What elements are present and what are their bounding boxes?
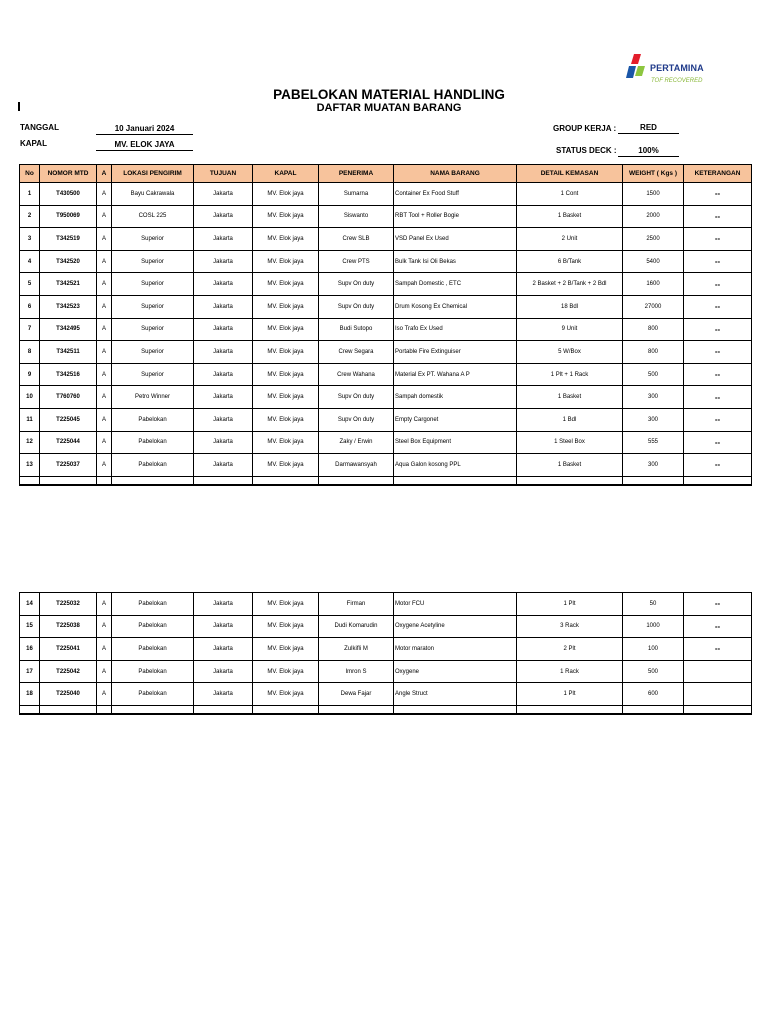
col-kapal-cell: MV. Elok jaya [253, 660, 319, 683]
col-keterangan-cell: -- [684, 228, 752, 251]
col-weight-cell: 555 [623, 431, 684, 454]
col-kapal-cell: MV. Elok jaya [253, 205, 319, 228]
col-no-cell: 9 [20, 363, 40, 386]
spacer-cell [97, 476, 112, 485]
spacer-cell [517, 476, 623, 485]
col-a-cell: A [97, 228, 112, 251]
col-kapal-cell: MV. Elok jaya [253, 431, 319, 454]
table-row [20, 363, 752, 386]
col-weight-cell: 1500 [623, 183, 684, 206]
col-tujuan-cell: Jakarta [194, 660, 253, 683]
col-a-cell: A [97, 386, 112, 409]
col-weight-cell: 500 [623, 363, 684, 386]
spacer-cell [40, 705, 97, 714]
col-kapal-cell: MV. Elok jaya [253, 250, 319, 273]
table-row [20, 615, 752, 638]
col-penerima-cell: Crew SLB [319, 228, 394, 251]
col-nomor-mtd-cell: T342495 [40, 318, 97, 341]
col-nama-barang-header: NAMA BARANG [394, 165, 517, 183]
col-a-cell: A [97, 683, 112, 706]
col-nama-barang-cell: Bulk Tank Isi Oli Bekas [394, 250, 517, 273]
col-no-cell: 7 [20, 318, 40, 341]
col-detail-kemasan-cell: 18 Bdl [517, 295, 623, 318]
col-no-cell: 3 [20, 228, 40, 251]
col-kapal-cell: MV. Elok jaya [253, 228, 319, 251]
col-tujuan-cell: Jakarta [194, 386, 253, 409]
col-keterangan-cell: -- [684, 183, 752, 206]
col-tujuan-cell: Jakarta [194, 408, 253, 431]
table-header-row [20, 165, 752, 183]
col-a-cell: A [97, 273, 112, 296]
col-nomor-mtd-cell: T225038 [40, 615, 97, 638]
col-penerima-cell: Dudi Komarudin [319, 615, 394, 638]
col-nomor-mtd-cell: T342523 [40, 295, 97, 318]
col-kapal-cell: MV. Elok jaya [253, 386, 319, 409]
table-row [20, 638, 752, 661]
col-tujuan-cell: Jakarta [194, 341, 253, 364]
col-kapal-cell: MV. Elok jaya [253, 638, 319, 661]
col-a-cell: A [97, 318, 112, 341]
col-keterangan-cell: -- [684, 295, 752, 318]
col-nama-barang-cell: Iso Trafo Ex Used [394, 318, 517, 341]
col-no-cell: 17 [20, 660, 40, 683]
col-penerima-cell: Dewa Fajar [319, 683, 394, 706]
col-weight-cell: 800 [623, 341, 684, 364]
spacer-cell [517, 705, 623, 714]
col-lokasi-pengirim-cell: Pabelokan [112, 593, 194, 616]
col-nama-barang-cell: Angle Struct [394, 683, 517, 706]
col-a-cell: A [97, 593, 112, 616]
status-deck-value: 100% [618, 146, 679, 157]
col-no-cell: 1 [20, 183, 40, 206]
col-nomor-mtd-cell: T225045 [40, 408, 97, 431]
col-no-cell: 8 [20, 341, 40, 364]
tanggal-label: TANGGAL [20, 123, 59, 132]
spacer-cell [684, 705, 752, 714]
col-keterangan-cell: -- [684, 250, 752, 273]
col-no-cell: 6 [20, 295, 40, 318]
col-nama-barang-cell: Empty Cargonet [394, 408, 517, 431]
table-row [20, 318, 752, 341]
spacer-cell [319, 705, 394, 714]
col-no-cell: 5 [20, 273, 40, 296]
col-weight-cell: 600 [623, 683, 684, 706]
col-penerima-cell: Siswanto [319, 205, 394, 228]
cargo-table-page2 [19, 592, 752, 715]
col-nama-barang-cell: Sampah Domestic , ETC [394, 273, 517, 296]
col-penerima-cell: Supv On duty [319, 386, 394, 409]
col-nama-barang-cell: Sampah domestik [394, 386, 517, 409]
col-detail-kemasan-cell: 5 W/Box [517, 341, 623, 364]
col-weight-cell: 300 [623, 454, 684, 477]
col-lokasi-pengirim-cell: Pabelokan [112, 683, 194, 706]
col-nomor-mtd-cell: T225041 [40, 638, 97, 661]
col-lokasi-pengirim-cell: Superior [112, 295, 194, 318]
col-lokasi-pengirim-header: LOKASI PENGIRIM [112, 165, 194, 183]
spacer-cell [394, 476, 517, 485]
spacer-cell [40, 476, 97, 485]
col-lokasi-pengirim-cell: Superior [112, 318, 194, 341]
spacer-cell [20, 705, 40, 714]
table-spacer-row [20, 705, 752, 714]
col-penerima-cell: Budi Sutopo [319, 318, 394, 341]
col-tujuan-cell: Jakarta [194, 205, 253, 228]
col-no-cell: 12 [20, 431, 40, 454]
col-nama-barang-cell: Aqua Galon kosong PPL [394, 454, 517, 477]
col-a-cell: A [97, 431, 112, 454]
spacer-cell [684, 476, 752, 485]
spacer-cell [20, 476, 40, 485]
col-penerima-cell: Supv On duty [319, 408, 394, 431]
table-row [20, 183, 752, 206]
col-nomor-mtd-cell: T225042 [40, 660, 97, 683]
spacer-cell [112, 476, 194, 485]
col-penerima-cell: Imron S [319, 660, 394, 683]
col-nama-barang-cell: Container Ex Food Stuff [394, 183, 517, 206]
col-tujuan-cell: Jakarta [194, 454, 253, 477]
col-kapal-cell: MV. Elok jaya [253, 363, 319, 386]
spacer-cell [623, 476, 684, 485]
status-deck-label: STATUS DECK : [556, 146, 617, 155]
col-no-cell: 11 [20, 408, 40, 431]
col-penerima-cell: Zulkifli M [319, 638, 394, 661]
logo-tagline: TOF RECOVERED [651, 78, 703, 84]
col-keterangan-cell: -- [684, 363, 752, 386]
table-row [20, 205, 752, 228]
col-keterangan-cell: -- [684, 431, 752, 454]
col-tujuan-cell: Jakarta [194, 295, 253, 318]
col-detail-kemasan-cell: 6 B/Tank [517, 250, 623, 273]
spacer-cell [194, 476, 253, 485]
col-keterangan-cell: -- [684, 408, 752, 431]
col-no-cell: 10 [20, 386, 40, 409]
col-lokasi-pengirim-cell: Superior [112, 273, 194, 296]
col-penerima-cell: Firman [319, 593, 394, 616]
col-a-cell: A [97, 205, 112, 228]
col-nomor-mtd-cell: T225037 [40, 454, 97, 477]
col-nomor-mtd-cell: T225044 [40, 431, 97, 454]
col-lokasi-pengirim-cell: Superior [112, 363, 194, 386]
col-kapal-cell: MV. Elok jaya [253, 615, 319, 638]
col-kapal-header: KAPAL [253, 165, 319, 183]
page-title: PABELOKAN MATERIAL HANDLING [273, 87, 505, 102]
col-weight-cell: 50 [623, 593, 684, 616]
col-detail-kemasan-cell: 1 Cont [517, 183, 623, 206]
col-weight-cell: 2500 [623, 228, 684, 251]
spacer-cell [97, 705, 112, 714]
col-kapal-cell: MV. Elok jaya [253, 318, 319, 341]
table-row [20, 386, 752, 409]
col-tujuan-cell: Jakarta [194, 615, 253, 638]
col-keterangan-cell [684, 683, 752, 706]
col-lokasi-pengirim-cell: Superior [112, 228, 194, 251]
col-penerima-cell: Crew PTS [319, 250, 394, 273]
col-a-cell: A [97, 183, 112, 206]
col-lokasi-pengirim-cell: Superior [112, 250, 194, 273]
col-tujuan-cell: Jakarta [194, 593, 253, 616]
table-row [20, 341, 752, 364]
col-no-cell: 2 [20, 205, 40, 228]
col-nama-barang-cell: Oxygene Acetyline [394, 615, 517, 638]
col-a-cell: A [97, 660, 112, 683]
col-nomor-mtd-cell: T342521 [40, 273, 97, 296]
col-no-header: No [20, 165, 40, 183]
table-spacer-row [20, 476, 752, 485]
col-tujuan-cell: Jakarta [194, 228, 253, 251]
col-keterangan-cell [684, 660, 752, 683]
col-keterangan-cell: -- [684, 205, 752, 228]
col-penerima-cell: Darmawansyah [319, 454, 394, 477]
col-nomor-mtd-cell: T342516 [40, 363, 97, 386]
col-penerima-cell: Sumarna [319, 183, 394, 206]
col-lokasi-pengirim-cell: Superior [112, 341, 194, 364]
col-kapal-cell: MV. Elok jaya [253, 408, 319, 431]
col-nomor-mtd-cell: T430500 [40, 183, 97, 206]
col-detail-kemasan-cell: 1 Plt + 1 Rack [517, 363, 623, 386]
col-lokasi-pengirim-cell: Pabelokan [112, 454, 194, 477]
col-tujuan-cell: Jakarta [194, 318, 253, 341]
col-detail-kemasan-cell: 1 Basket [517, 205, 623, 228]
col-keterangan-cell: -- [684, 615, 752, 638]
col-weight-cell: 2000 [623, 205, 684, 228]
cargo-table-page1 [19, 164, 752, 486]
col-penerima-cell: Crew Segara [319, 341, 394, 364]
col-detail-kemasan-cell: 2 Basket + 2 B/Tank + 2 Bdl [517, 273, 623, 296]
col-a-cell: A [97, 408, 112, 431]
col-kapal-cell: MV. Elok jaya [253, 454, 319, 477]
table-body-page2 [20, 593, 752, 714]
col-weight-cell: 500 [623, 660, 684, 683]
col-detail-kemasan-cell: 1 Plt [517, 683, 623, 706]
table-row [20, 431, 752, 454]
col-detail-kemasan-cell: 2 Unit [517, 228, 623, 251]
logo-brand: PERTAMINA [650, 63, 704, 73]
col-tujuan-cell: Jakarta [194, 273, 253, 296]
col-weight-cell: 800 [623, 318, 684, 341]
col-nama-barang-cell: Material Ex PT. Wahana A P [394, 363, 517, 386]
col-keterangan-cell: -- [684, 454, 752, 477]
col-tujuan-cell: Jakarta [194, 183, 253, 206]
spacer-cell [394, 705, 517, 714]
col-lokasi-pengirim-cell: Pabelokan [112, 408, 194, 431]
col-nama-barang-cell: Portable Fire Extinguiser [394, 341, 517, 364]
col-nomor-mtd-cell: T225040 [40, 683, 97, 706]
col-lokasi-pengirim-cell: Pabelokan [112, 660, 194, 683]
col-lokasi-pengirim-cell: COSL 225 [112, 205, 194, 228]
col-lokasi-pengirim-cell: Pabelokan [112, 431, 194, 454]
col-kapal-cell: MV. Elok jaya [253, 341, 319, 364]
col-nomor-mtd-cell: T342520 [40, 250, 97, 273]
col-tujuan-cell: Jakarta [194, 638, 253, 661]
col-a-cell: A [97, 615, 112, 638]
col-a-cell: A [97, 341, 112, 364]
col-keterangan-header: KETERANGAN [684, 165, 752, 183]
col-detail-kemasan-cell: 1 Rack [517, 660, 623, 683]
col-tujuan-cell: Jakarta [194, 363, 253, 386]
col-nama-barang-cell: Steel Box Equipment [394, 431, 517, 454]
col-no-cell: 15 [20, 615, 40, 638]
col-weight-cell: 1000 [623, 615, 684, 638]
col-nama-barang-cell: Drum Kosong Ex Chemical [394, 295, 517, 318]
col-a-header: A [97, 165, 112, 183]
table-row [20, 228, 752, 251]
table-row [20, 593, 752, 616]
col-no-cell: 13 [20, 454, 40, 477]
col-tujuan-cell: Jakarta [194, 431, 253, 454]
col-no-cell: 16 [20, 638, 40, 661]
page-subtitle: DAFTAR MUATAN BARANG [316, 102, 462, 114]
col-nomor-mtd-cell: T342511 [40, 341, 97, 364]
table-row [20, 408, 752, 431]
spacer-cell [112, 705, 194, 714]
col-lokasi-pengirim-cell: Pabelokan [112, 615, 194, 638]
col-detail-kemasan-cell: 9 Unit [517, 318, 623, 341]
col-keterangan-cell: -- [684, 638, 752, 661]
col-no-cell: 18 [20, 683, 40, 706]
table-row [20, 660, 752, 683]
col-nama-barang-cell: VSD Panel Ex Used [394, 228, 517, 251]
col-keterangan-cell: -- [684, 318, 752, 341]
pertamina-logo [626, 50, 706, 90]
col-weight-cell: 100 [623, 638, 684, 661]
col-keterangan-cell: -- [684, 273, 752, 296]
col-weight-cell: 1600 [623, 273, 684, 296]
col-detail-kemasan-header: DETAIL KEMASAN [517, 165, 623, 183]
col-tujuan-cell: Jakarta [194, 683, 253, 706]
col-penerima-cell: Zaky / Erwin [319, 431, 394, 454]
pertamina-logo-icon [626, 52, 648, 80]
col-lokasi-pengirim-cell: Bayu Cakrawala [112, 183, 194, 206]
col-kapal-cell: MV. Elok jaya [253, 183, 319, 206]
col-detail-kemasan-cell: 1 Plt [517, 593, 623, 616]
col-weight-cell: 27000 [623, 295, 684, 318]
col-nama-barang-cell: Oxygene [394, 660, 517, 683]
spacer-cell [253, 476, 319, 485]
col-weight-cell: 5400 [623, 250, 684, 273]
col-no-cell: 14 [20, 593, 40, 616]
table-row [20, 454, 752, 477]
tanggal-value: 10 Januari 2024 [96, 124, 193, 135]
col-keterangan-cell: -- [684, 593, 752, 616]
kapal-value: MV. ELOK JAYA [96, 140, 193, 151]
col-no-cell: 4 [20, 250, 40, 273]
col-a-cell: A [97, 638, 112, 661]
col-keterangan-cell: -- [684, 386, 752, 409]
col-lokasi-pengirim-cell: Pabelokan [112, 638, 194, 661]
col-penerima-cell: Supv On duty [319, 273, 394, 296]
col-a-cell: A [97, 295, 112, 318]
col-detail-kemasan-cell: 1 Basket [517, 386, 623, 409]
table-body-page1 [20, 183, 752, 485]
col-a-cell: A [97, 250, 112, 273]
col-keterangan-cell: -- [684, 341, 752, 364]
col-nomor-mtd-cell: T342519 [40, 228, 97, 251]
col-kapal-cell: MV. Elok jaya [253, 295, 319, 318]
col-penerima-cell: Supv On duty [319, 295, 394, 318]
group-kerja-value: RED [618, 123, 679, 134]
col-detail-kemasan-cell: 3 Rack [517, 615, 623, 638]
col-detail-kemasan-cell: 2 Plt [517, 638, 623, 661]
col-kapal-cell: MV. Elok jaya [253, 273, 319, 296]
table-row [20, 273, 752, 296]
col-nama-barang-cell: Motor FCU [394, 593, 517, 616]
spacer-cell [319, 476, 394, 485]
col-nomor-mtd-header: NOMOR MTD [40, 165, 97, 183]
col-nama-barang-cell: RBT Tool + Roller Bogie [394, 205, 517, 228]
col-penerima-cell: Crew Wahana [319, 363, 394, 386]
group-kerja-label: GROUP KERJA : [553, 124, 617, 133]
col-lokasi-pengirim-cell: Petro Winner [112, 386, 194, 409]
col-detail-kemasan-cell: 1 Basket [517, 454, 623, 477]
table-row [20, 683, 752, 706]
col-weight-cell: 300 [623, 386, 684, 409]
col-kapal-cell: MV. Elok jaya [253, 683, 319, 706]
col-weight-header: WEIGHT ( Kgs ) [623, 165, 684, 183]
col-nomor-mtd-cell: T950069 [40, 205, 97, 228]
kapal-label: KAPAL [20, 139, 47, 148]
col-tujuan-cell: Jakarta [194, 250, 253, 273]
col-nomor-mtd-cell: T225032 [40, 593, 97, 616]
spacer-cell [253, 705, 319, 714]
spacer-cell [623, 705, 684, 714]
col-tujuan-header: TUJUAN [194, 165, 253, 183]
table-row [20, 295, 752, 318]
col-detail-kemasan-cell: 1 Bdl [517, 408, 623, 431]
spacer-cell [194, 705, 253, 714]
col-a-cell: A [97, 363, 112, 386]
col-penerima-header: PENERIMA [319, 165, 394, 183]
col-kapal-cell: MV. Elok jaya [253, 593, 319, 616]
col-weight-cell: 300 [623, 408, 684, 431]
col-a-cell: A [97, 454, 112, 477]
table-row [20, 250, 752, 273]
col-detail-kemasan-cell: 1 Steel Box [517, 431, 623, 454]
col-nama-barang-cell: Motor maraton [394, 638, 517, 661]
col-nomor-mtd-cell: T760760 [40, 386, 97, 409]
